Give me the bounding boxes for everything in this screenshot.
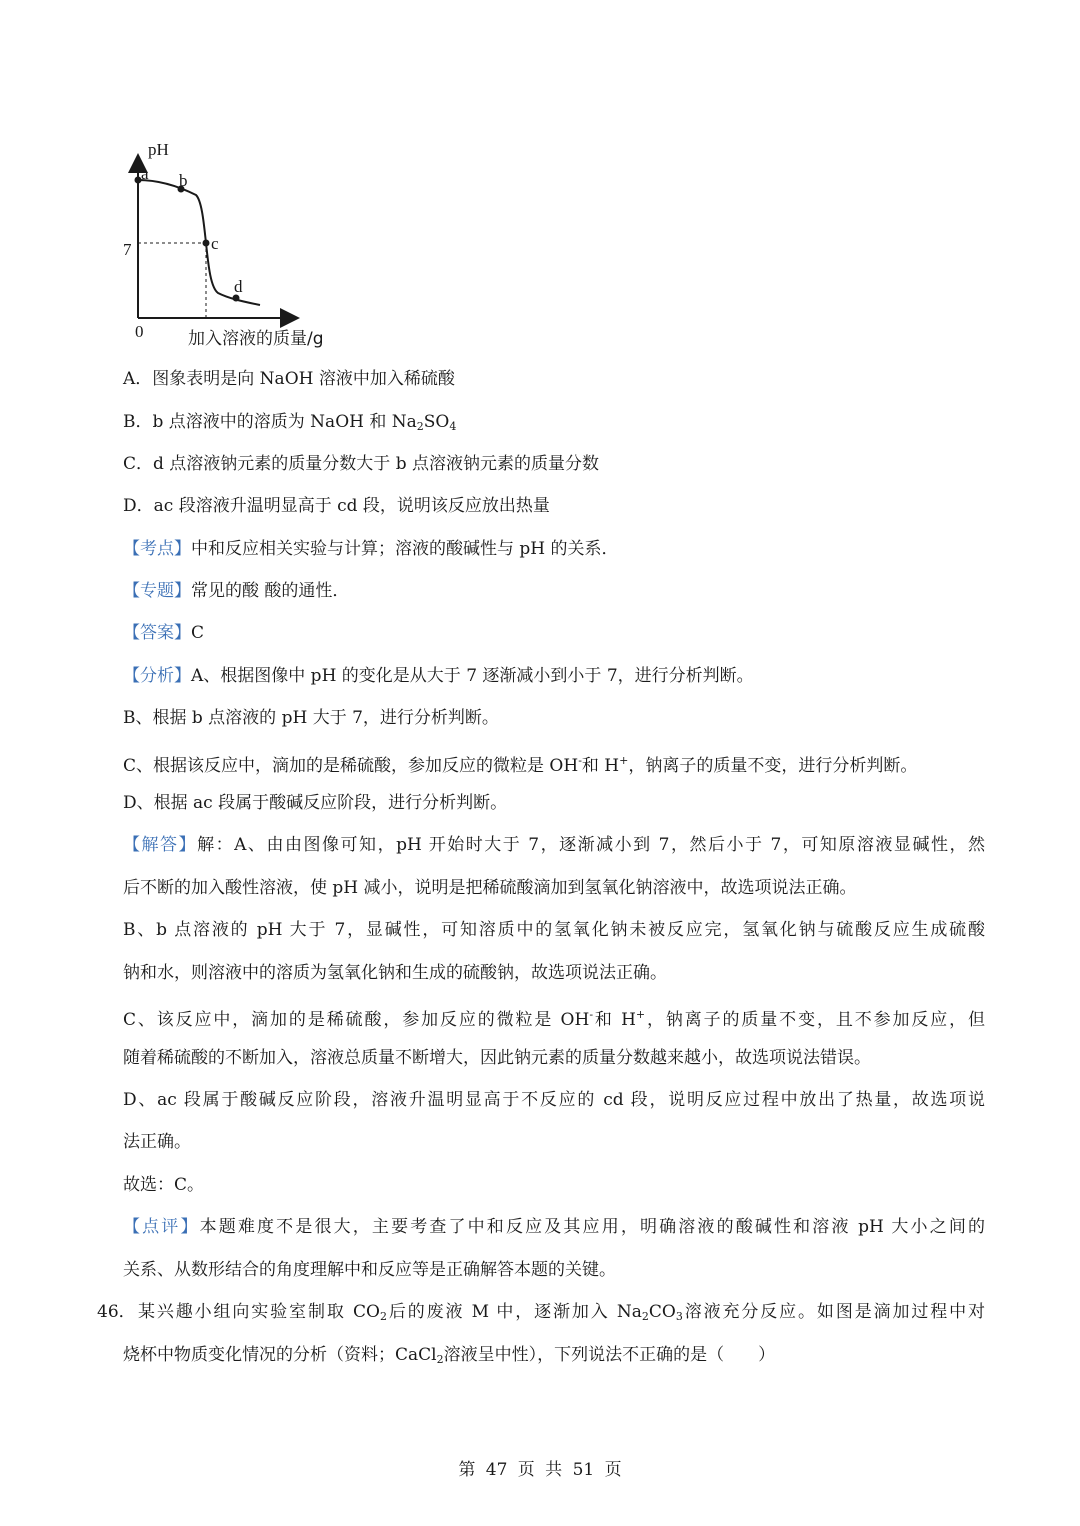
option-a: A．图象表明是向 NaOH 溶液中加入稀硫酸 — [123, 369, 455, 389]
jieda-tag: 【解答】 — [123, 835, 198, 855]
zhuanti-tag: 【专题】 — [123, 581, 191, 601]
point-a-label: a — [141, 164, 149, 183]
ph-curve-figure — [110, 135, 370, 355]
point-c-label: c — [211, 234, 219, 253]
jieda-line-4: 钠和水，则溶液中的溶质为氢氧化钠和生成的硫酸钠，故选项说法正确。 — [123, 963, 667, 983]
option-d: D．ac 段溶液升温明显高于 cd 段，说明该反应放出热量 — [123, 496, 550, 516]
question-46-line-1: 某兴趣小组向实验室制取 $CO_2$后的废液 M 中，逐渐加入 $Na_2CO_3$溶液充分反应。如图是滴加过程中对 — [138, 1302, 985, 1323]
fenxi-d: D、根据 ac 段属于酸碱反应阶段，进行分析判断。 — [123, 793, 508, 813]
x-axis-label: 加入溶液的质量/g — [188, 329, 324, 349]
y-axis-label: pH — [148, 140, 169, 159]
jieda-line-5: C、该反应中，滴加的是稀硫酸，参加反应的微粒是 OH-和 H+，钠离子的质量不变，且不参加反应，但 — [123, 1008, 985, 1030]
jieda-line-6: 随着稀硫酸的不断加入，溶液总质量不断增大，因此钠元素的质量分数越来越小，故选项说法错误。 — [123, 1048, 871, 1068]
point-b-label: b — [179, 171, 188, 190]
daan-line: 【答案】C — [123, 623, 205, 643]
fenxi-line: 【分析】A、根据图像中 pH 的变化是从大于 7 逐渐减小到小于 7，进行分析判断。 — [123, 666, 754, 686]
jieda-line-1: 【解答】解：A、由由图像可知，pH 开始时大于 7，逐渐减小到 7，然后小于 7，可知原溶液显碱性，然 — [123, 835, 986, 855]
page-footer: 第 47 页 共 51 页 — [458, 1460, 622, 1480]
jieda-line-8: 法正确。 — [123, 1132, 191, 1152]
kaodian-tag: 【考点】 — [123, 539, 191, 559]
question-46-number: 46． — [97, 1302, 136, 1322]
jieda-line-3: B、b 点溶液的 pH 大于 7，显碱性，可知溶质中的氢氧化钠未被反应完，氢氧化钠与硫酸反应生成硫酸 — [123, 920, 985, 940]
option-c: C．d 点溶液钠元素的质量分数大于 b 点溶液钠元素的质量分数 — [123, 454, 599, 474]
question-46-line-2: 烧杯中物质变化情况的分析（资料；CaCl$_2$溶液呈中性），下列说法不正确的是（ ） — [123, 1345, 776, 1366]
dianping-line-1: 【点评】本题难度不是很大，主要考查了中和反应及其应用，明确溶液的酸碱性和溶液 pH 大小之间的 — [123, 1217, 986, 1237]
jieda-line-2: 后不断的加入酸性溶液，使 pH 减小，说明是把稀硫酸滴加到氢氧化钠溶液中，故选项说法正确。 — [123, 878, 857, 898]
fenxi-tag: 【分析】 — [123, 666, 191, 686]
origin-label: 0 — [135, 322, 144, 341]
ph-seven-label: 7 — [123, 240, 132, 259]
jieda-choice: 故选：C。 — [123, 1175, 205, 1195]
option-b: B．b 点溶液中的溶质为 NaOH 和 $Na_2SO_4$ — [123, 412, 457, 433]
dianping-line-2: 关系、从数形结合的角度理解中和反应等是正确解答本题的关键。 — [123, 1260, 616, 1280]
kaodian-line: 【考点】中和反应相关实验与计算；溶液的酸碱性与 pH 的关系． — [123, 539, 619, 559]
point-c — [203, 240, 210, 247]
fenxi-c: C、根据该反应中，滴加的是稀硫酸，参加反应的微粒是 OH-和 H+，钠离子的质量不变，进行分析判断。 — [123, 754, 918, 776]
zhuanti-line: 【专题】常见的酸 酸的通性． — [123, 581, 350, 601]
point-d-label: d — [234, 277, 243, 296]
ph-curve-svg — [110, 135, 370, 355]
jieda-line-7: D、ac 段属于酸碱反应阶段，溶液升温明显高于不反应的 cd 段，说明反应过程中放出了热量，故选项说 — [123, 1090, 985, 1110]
fenxi-b: B、根据 b 点溶液的 pH 大于 7，进行分析判断。 — [123, 708, 499, 728]
daan-tag: 【答案】 — [123, 623, 191, 643]
dianping-tag: 【点评】 — [123, 1217, 200, 1237]
